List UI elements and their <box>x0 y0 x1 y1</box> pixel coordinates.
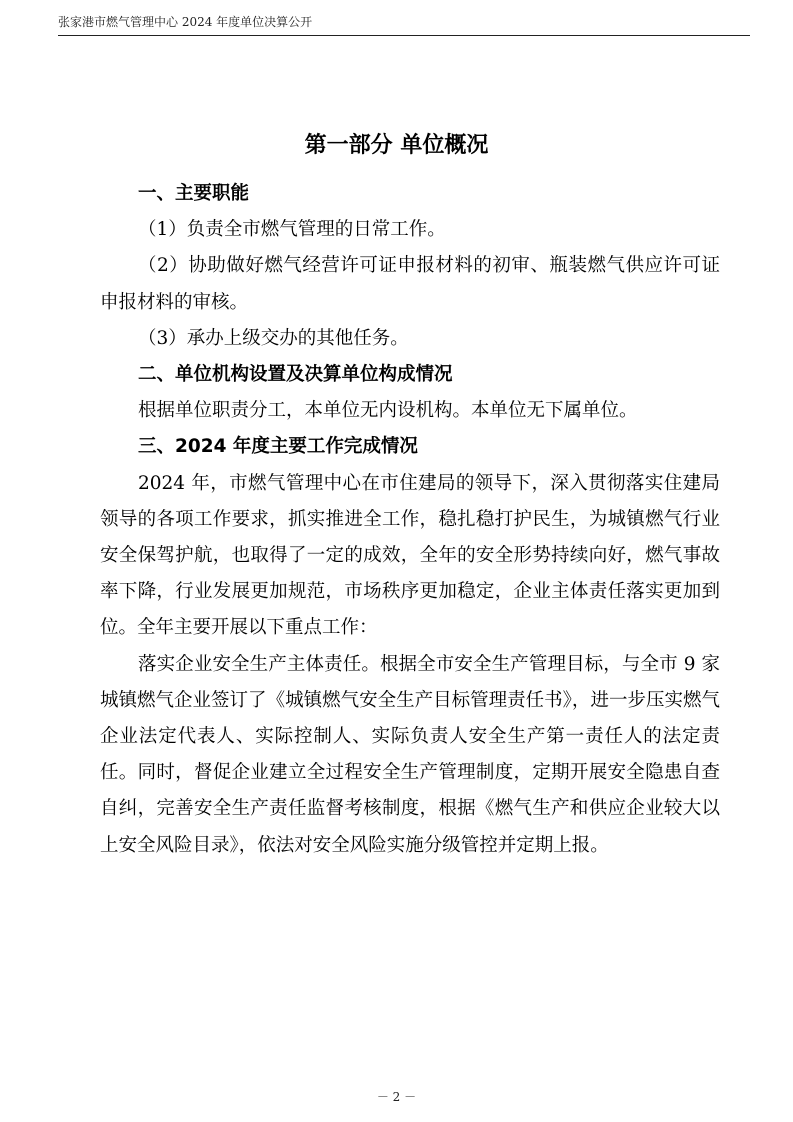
paragraph: 根据单位职责分工，本单位无内设机构。本单位无下属单位。 <box>138 400 638 422</box>
running-header: 张家港市燃气管理中心 2024 年度单位决算公开 <box>58 15 313 29</box>
paragraph: 2024 年，市燃气管理中心在市住建局的领导下，深入贯彻落实住建局领导的各项工作要求，抓实推进全工作，稳扎稳打护民生，为城镇燃气行业安全保驾护航，也取得了一定的成效，全年的安全形势持续向好，燃气事故率下降，行业发展更加规范，市场秩序更加稳定，企业主体责任落实更加到位。全年主要开展以下重点工作： <box>100 472 720 639</box>
section-heading-organization: 二、单位机构设置及决算单位构成情况 <box>138 364 453 386</box>
page-title: 第一部分 单位概况 <box>304 133 489 158</box>
paragraph: （3）承办上级交办的其他任务。 <box>138 327 409 349</box>
paragraph: （1）负责全市燃气管理的日常工作。 <box>138 219 446 241</box>
page-number: － 2 － <box>376 1090 417 1104</box>
paragraph: （2）协助做好燃气经营许可证申报材料的初审、瓶装燃气供应许可证申报材料的审核。 <box>100 255 720 313</box>
paragraph: 落实企业安全生产主体责任。根据全市安全生产管理目标，与全市 9 家城镇燃气企业签订了《城镇燃气安全生产目标管理责任书》，进一步压实燃气企业法定代表人、实际控制人、实际负责人安全生产第一责任人的法定责任。同时，督促企业建立全过程安全生产管理制度，定期开展安全隐患自查自纠，完善安全生产责任监督考核制度，根据《燃气生产和供应企业较大以上安全风险目录》，依法对安全风险实施分级管控并定期上报。 <box>100 653 720 856</box>
section-heading-annual-work: 三、2024 年度主要工作完成情况 <box>138 436 418 458</box>
section-heading-main-functions: 一、主要职能 <box>138 183 250 204</box>
document-body <box>100 176 720 864</box>
header-divider <box>58 35 750 36</box>
